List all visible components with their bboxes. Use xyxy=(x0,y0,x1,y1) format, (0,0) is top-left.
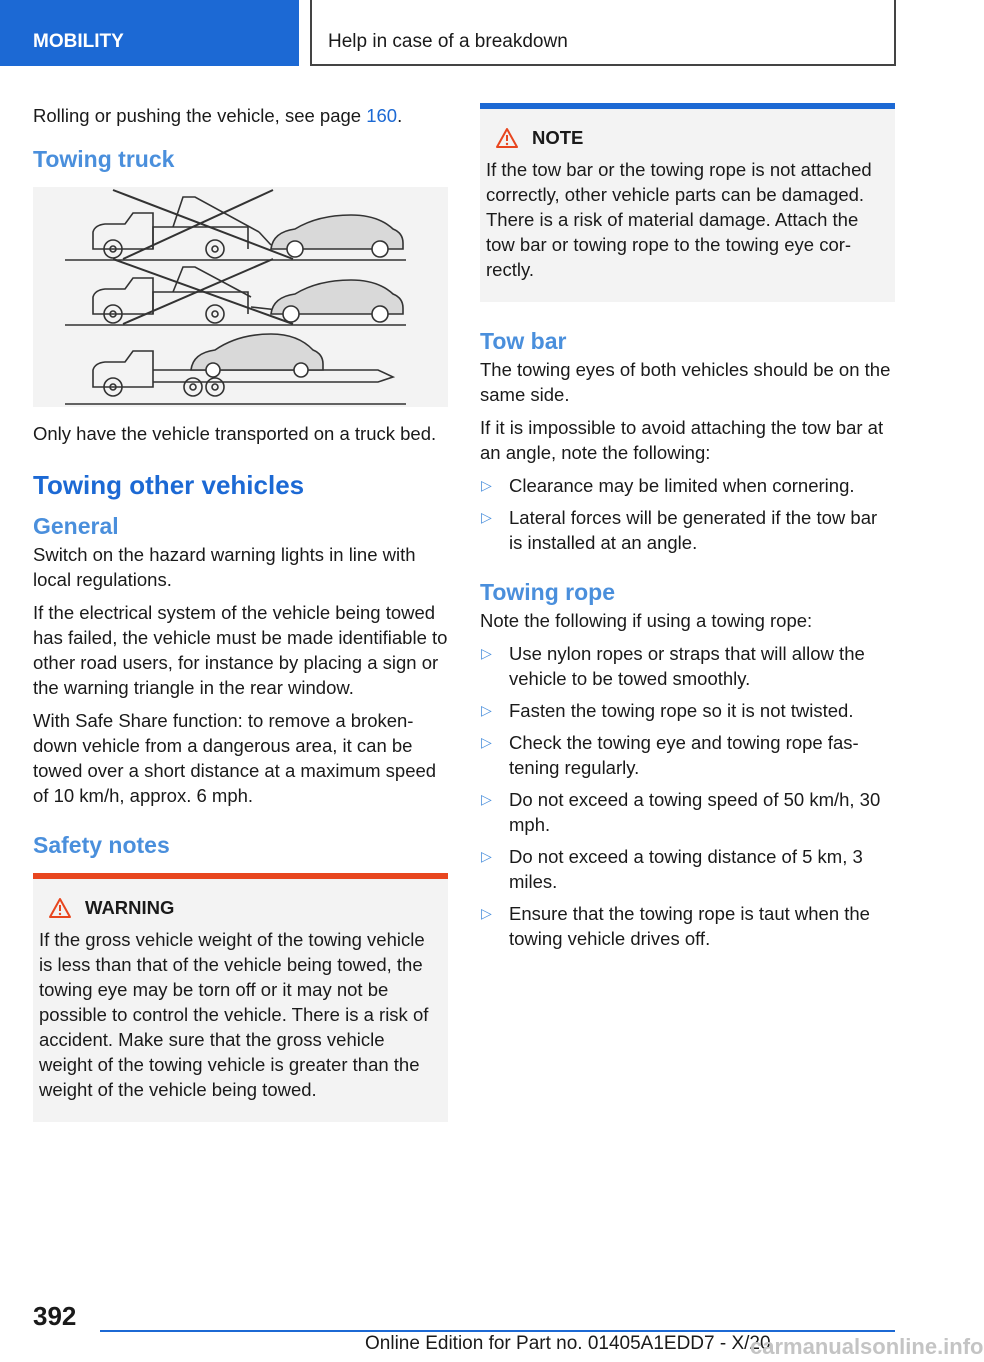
warning-text: If the gross vehicle weight of the towing vehicle is less than that of the vehicle being towed, the towing eye may be torn off or it may not be possible to control the vehicle. There is a risk of accident. Make sure that the gross vehicle weight of the towing vehicle is greater than the weight of the vehicle being towed. xyxy=(39,929,429,1100)
header-section-label: MOBILITY xyxy=(0,0,299,66)
list-item-text: Do not exceed a towing distance of 5 km, 3 miles. xyxy=(509,846,863,892)
bullet-triangle-icon: ▷ xyxy=(481,848,492,864)
footer-edition: Online Edition for Part no. 01405A1EDD7 - X/20 xyxy=(365,1333,771,1354)
list-item xyxy=(480,787,895,837)
footer-rule xyxy=(100,1330,895,1332)
warning-title: WARNING xyxy=(85,897,175,918)
list-item-text: Lateral forces will be generated if the tow bar is installed at an angle. xyxy=(509,507,878,553)
list-item-text: Check the towing eye and towing rope fastening regularly. xyxy=(509,732,859,778)
towing-other-vehicles-heading: Towing other vehicles xyxy=(33,470,305,500)
warning-title-row xyxy=(39,897,440,919)
intro-paragraph xyxy=(33,103,448,128)
note-text: If the tow bar or the towing rope is not attached correctly, other vehicle parts can be damaged. There is a risk of material damage. Attach the tow bar or towing rope to the towing eye correctly. xyxy=(486,159,872,280)
note-title-row xyxy=(486,127,887,149)
header-chapter-title: Help in case of a breakdown xyxy=(310,0,896,66)
tow-truck-row-1 xyxy=(65,190,406,260)
note-title: NOTE xyxy=(532,127,584,148)
bullet-triangle-icon: ▷ xyxy=(481,905,492,921)
list-item xyxy=(480,473,895,498)
right-column xyxy=(480,103,895,958)
list-item xyxy=(480,844,895,894)
towing-truck-heading: Towing truck xyxy=(33,146,175,172)
intro-end: . xyxy=(397,105,403,126)
bullet-triangle-icon: ▷ xyxy=(481,734,492,750)
general-heading: General xyxy=(33,513,119,539)
towing-rope-heading: Towing rope xyxy=(480,579,616,605)
list-item xyxy=(480,641,895,691)
list-item-text: Do not exceed a towing speed of 50 km/h, 30 mph. xyxy=(509,789,881,835)
list-item-text: Use nylon ropes or straps that will allow the vehicle to be towed smoothly. xyxy=(509,643,865,689)
bullet-triangle-icon: ▷ xyxy=(481,791,492,807)
bullet-triangle-icon: ▷ xyxy=(481,477,492,493)
watermark: carmanualsonline.info xyxy=(750,1334,984,1359)
note-box xyxy=(480,103,895,302)
safety-notes-heading: Safety notes xyxy=(33,832,170,858)
warning-triangle-icon xyxy=(49,898,71,918)
tow-bar-paragraph-2: If it is impossible to avoid attaching the tow bar at an angle, note the following: xyxy=(480,417,884,463)
warning-box xyxy=(33,873,448,1122)
list-item-text: Clearance may be limited when cornering. xyxy=(509,475,855,496)
list-item xyxy=(480,730,895,780)
general-paragraph-1: Switch on the hazard warning lights in line with local regulations. xyxy=(33,544,416,590)
list-item-text: Fasten the towing rope so it is not twisted. xyxy=(509,700,854,721)
general-paragraph-3: With Safe Share function: to remove a broken-down vehicle from a dangerous area, it can be towed over a short distance at a maximum speed of 10 km/h, approx. 6 mph. xyxy=(33,710,437,806)
bullet-triangle-icon: ▷ xyxy=(481,645,492,661)
page-link[interactable]: 160 xyxy=(366,105,398,126)
list-item xyxy=(480,901,895,951)
general-paragraph-2: If the electrical system of the vehicle being towed has failed, the vehicle must be made identifiable to other road users, for instance by placing a sign or the warning triangle in the rear window. xyxy=(33,602,448,698)
tow-truck-row-2 xyxy=(65,259,406,325)
tow-bar-paragraph-1: The towing eyes of both vehicles should be on the same side. xyxy=(480,359,891,405)
towing-truck-illustration xyxy=(33,187,448,407)
list-item-text: Ensure that the towing rope is taut when the towing vehicle drives off. xyxy=(509,903,870,949)
tow-bar-list xyxy=(480,473,895,555)
towing-rope-list xyxy=(480,641,895,951)
bullet-triangle-icon: ▷ xyxy=(481,702,492,718)
towing-rope-intro: Note the following if using a towing rope: xyxy=(480,610,813,631)
caution-triangle-icon xyxy=(496,128,518,148)
tow-bar-heading: Tow bar xyxy=(480,328,567,354)
intro-text: Rolling or pushing the vehicle, see page xyxy=(33,105,367,126)
bullet-triangle-icon: ▷ xyxy=(481,509,492,525)
truck-caption: Only have the vehicle transported on a truck bed. xyxy=(33,423,437,444)
left-column xyxy=(33,103,448,1122)
cross-out-line xyxy=(123,190,273,259)
page-number: 392 xyxy=(33,1301,77,1331)
list-item xyxy=(480,505,895,555)
list-item xyxy=(480,698,895,723)
tow-truck-row-3 xyxy=(65,334,406,404)
